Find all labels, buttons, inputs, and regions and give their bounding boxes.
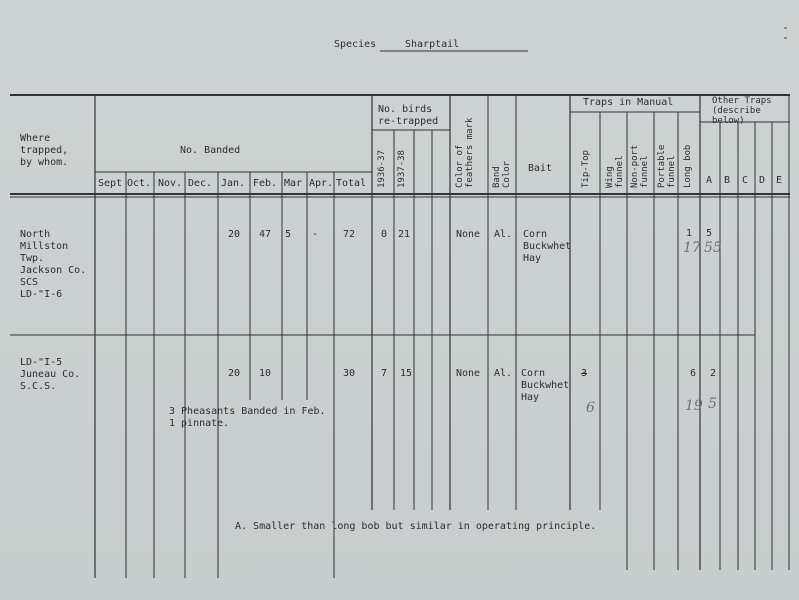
- header-band-color: Band Color: [492, 160, 512, 188]
- row1-feathers: None: [456, 229, 481, 240]
- row1-apr: -: [312, 229, 319, 240]
- row2-where: LD-"I-5 Juneau Co. S.C.S.: [20, 357, 81, 392]
- month-total: Total: [336, 178, 367, 189]
- row1-total: 72: [343, 229, 356, 240]
- header-year-2: 1937-38: [397, 150, 407, 188]
- row1-longbob: 1: [686, 228, 693, 239]
- row2-total: 30: [343, 368, 356, 379]
- row2-band: Al.: [494, 368, 513, 379]
- row2-feathers: None: [456, 368, 481, 379]
- note-pheasants: 3 Pheasants Banded in Feb. 1 pinnate.: [169, 406, 326, 429]
- header-traps-manual: Traps in Manual: [583, 97, 674, 108]
- trap-wing-funnel: Wing funnel: [605, 155, 625, 188]
- row2-other-a: 2: [710, 368, 717, 379]
- other-letter-a: A: [706, 175, 713, 186]
- other-letter-d: D: [759, 175, 766, 186]
- trap-nonport-funnel: Non-port funnel: [630, 144, 650, 188]
- row1-other-a: 5: [706, 228, 713, 239]
- row1-jan: 20: [228, 229, 241, 240]
- header-year-1: 1936-37: [377, 150, 387, 188]
- row1-year2: 21: [398, 229, 411, 240]
- row2-feb: 10: [259, 368, 272, 379]
- row2-hand-longbob: 19: [685, 398, 703, 414]
- row1-year1: 0: [381, 229, 388, 240]
- header-where: Where trapped, by whom.: [20, 133, 69, 168]
- header-no-banded: No. Banded: [180, 145, 241, 156]
- month-sept: Sept: [98, 178, 123, 189]
- other-letter-e: E: [776, 175, 783, 186]
- month-dec: Dec.: [188, 178, 213, 189]
- row2-longbob: 6: [690, 368, 697, 379]
- species-value: Sharptail: [405, 39, 460, 50]
- header-other-traps: Other Traps (describe below): [712, 96, 772, 126]
- row2-jan: 20: [228, 368, 241, 379]
- other-letter-b: B: [724, 175, 731, 186]
- other-letter-c: C: [742, 175, 749, 186]
- header-retrapped: No. birds re-trapped: [378, 104, 439, 127]
- month-mar: Mar: [284, 178, 303, 189]
- row2-year2: 15: [400, 368, 413, 379]
- row1-hand-other: 55: [704, 240, 722, 256]
- month-feb: Feb.: [253, 178, 278, 189]
- row1-feb: 47: [259, 229, 272, 240]
- row1-bait: Corn Buckwhet Hay: [523, 229, 572, 264]
- row2-hand-other: 5: [708, 396, 717, 412]
- row1-mar: 5: [285, 229, 292, 240]
- month-apr: Apr.: [309, 178, 334, 189]
- row2-tiptop: 3: [581, 368, 588, 379]
- header-color-feathers: Color of feathers mark: [455, 117, 475, 188]
- month-nov: Nov.: [158, 178, 183, 189]
- header-bait: Bait: [528, 163, 553, 174]
- row2-year1: 7: [381, 368, 388, 379]
- row1-band: Al.: [494, 229, 513, 240]
- month-jan: Jan.: [221, 178, 246, 189]
- trap-portable-funnel: Portable funnel: [657, 144, 677, 188]
- trap-tiptop: Tip-Top: [581, 150, 591, 188]
- footnote: A. Smaller than long bob but similar in operating principle.: [235, 521, 597, 532]
- trap-long-bob: Long bob: [683, 144, 693, 188]
- row2-bait: Corn Buckwhet Hay: [521, 368, 570, 403]
- species-label: Species: [334, 39, 377, 50]
- row1-where: North Millston Twp. Jackson Co. SCS LD-"I-6: [20, 229, 87, 300]
- row1-hand-longbob: 17: [683, 240, 701, 256]
- month-oct: Oct.: [127, 178, 152, 189]
- row2-hand-tiptop: 6: [586, 400, 595, 416]
